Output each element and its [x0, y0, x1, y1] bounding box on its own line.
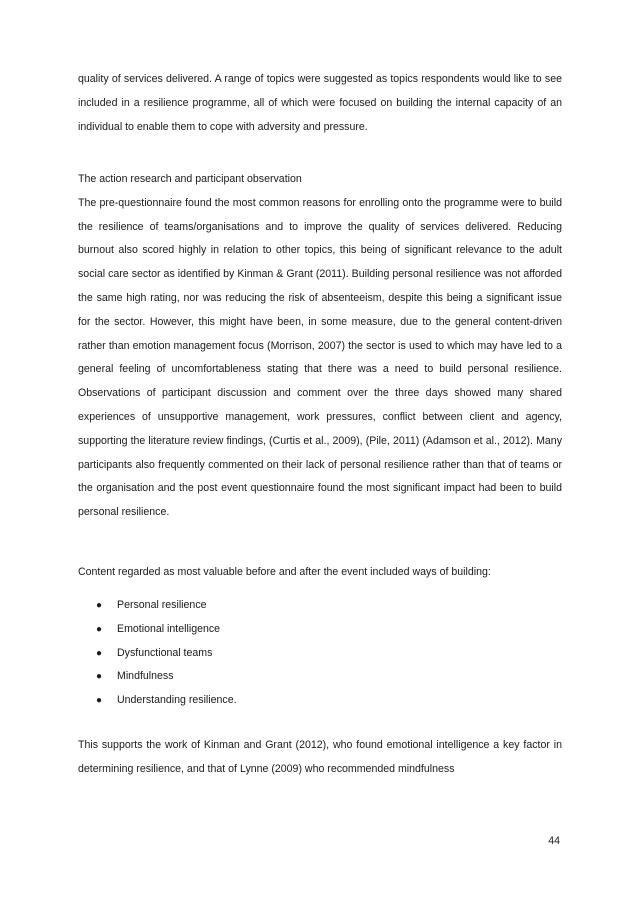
closing-block: [78, 734, 562, 782]
closing-paragraph: This supports the work of Kinman and Grant (2012), who found emotional intelligence a key factor in determining resilience, and that of Lynne (2009) who recommended mindfulness: [78, 739, 562, 775]
bullet-icon: ●: [96, 671, 103, 683]
list-item-text: Personal resilience: [117, 599, 207, 611]
list-item: [96, 665, 536, 689]
list-item: [96, 642, 536, 666]
list-item: [96, 618, 536, 642]
findings-block: [78, 168, 562, 525]
section-heading: The action research and participant observation: [78, 173, 302, 185]
content-intro-paragraph: Content regarded as most valuable before and after the event included ways of building:: [78, 566, 491, 578]
bullet-icon: ●: [96, 623, 103, 635]
list-item-text: Emotional intelligence: [117, 622, 221, 635]
bullet-icon: ●: [96, 600, 103, 611]
bullet-icon: ●: [96, 695, 103, 707]
page-number: 44: [548, 835, 560, 847]
list-item-text: Mindfulness: [117, 670, 174, 683]
intro-block: [78, 68, 562, 139]
bullet-list: [96, 594, 536, 713]
content-intro-block: [78, 561, 562, 585]
list-item-text: Understanding resilience.: [117, 694, 237, 707]
intro-paragraph: quality of services delivered. A range of topics were suggested as topics respondents would like to see included in a resilience programme, all of which were focused on building the internal capacity of an individual to enable them to cope with adversity and pressure.: [78, 73, 562, 133]
list-item: [96, 594, 536, 618]
bullet-icon: ●: [96, 647, 103, 659]
list-item-text: Dysfunctional teams: [117, 646, 213, 659]
findings-paragraph: The pre-questionnaire found the most common reasons for enrolling onto the programme were to build the resilience of teams/organisations and to improve the quality of services delivered. Reducing burnout also scored highly in relation to other topics, this being of significant relevance to the adult social care sector as identified by Kinman & Grant (2011). Building personal resilience was not afforded the same high rating, nor was reducing the risk of absenteeism, despite this being a significant issue for the sector. However, this might have been, in some measure, due to the general content-driven rather than emotion management focus (Morrison, 2007) the sector is used to which may have led to a general feeling of uncomfortableness stating that there was a need to build personal resilience. Observations of participant discussion and comment over the three days showed many shared experiences of unsupportive management, work pressures, conflict between client and agency, supporting the literature review findings, (Curtis et al., 2009), (Pile, 2011) (Adamson et al., 2012). Many participants also frequently commented on their lack of personal resilience rather than that of teams or the organisation and the post event questionnaire found the most significant impact had been to build personal resilience.: [78, 196, 562, 519]
list-item: [96, 689, 536, 713]
